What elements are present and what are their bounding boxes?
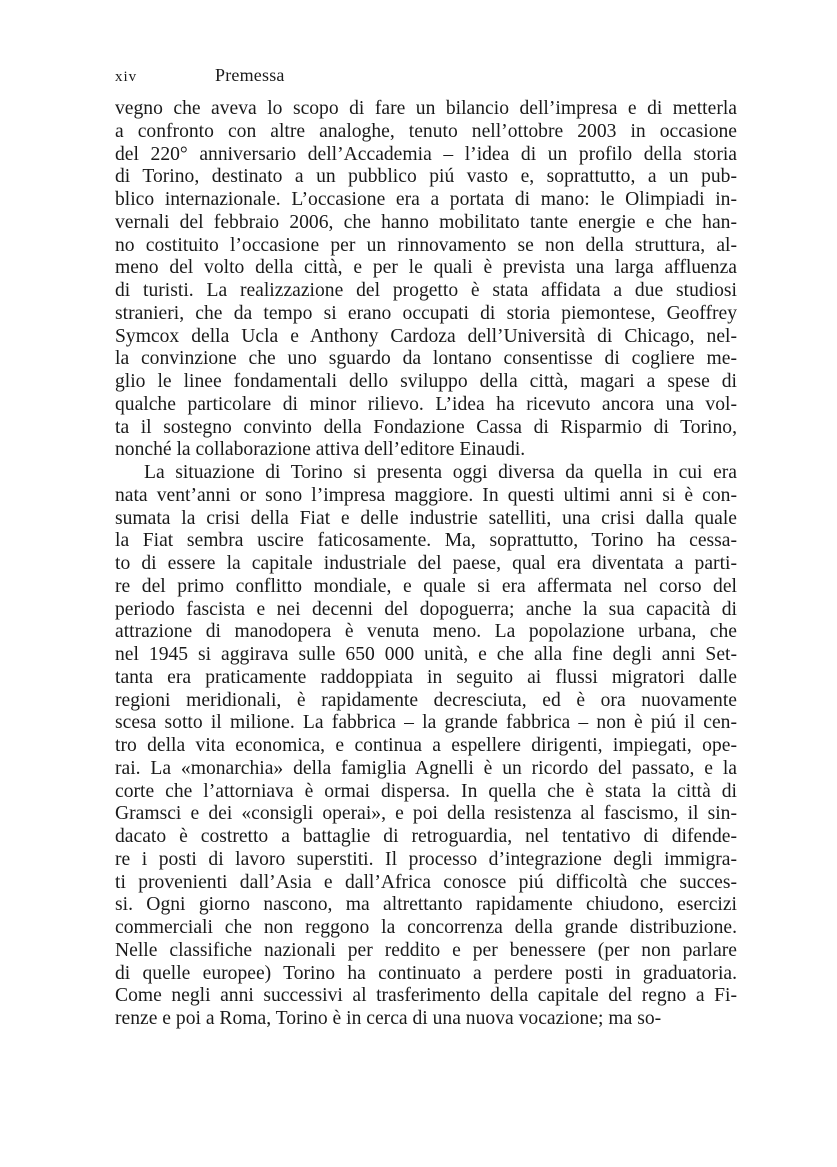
text-line: nata vent’anni or sono l’impresa maggiore. In questi ultimi anni si è con- — [115, 484, 737, 506]
text-line: dacato è costretto a battaglie di retroguardia, nel tentativo di difende- — [115, 826, 737, 847]
text-line: nonché la collaborazione attiva dell’editore Einaudi. — [115, 439, 526, 461]
text-line: tanta era praticamente raddoppiata in seguito ai flussi migratori dalle — [115, 666, 737, 688]
text-line: periodo fascista e nei decenni del dopoguerra; anche la sua capacità di — [115, 598, 737, 620]
body-text — [115, 98, 737, 1031]
text-line: regioni meridionali, è rapidamente decresciuta, ed è ora nuovamente — [115, 689, 737, 711]
text-line: di Torino, destinato a un pubblico piú vasto e, soprattutto, a un pub- — [115, 166, 737, 188]
running-head — [115, 64, 285, 88]
text-line: si. Ogni giorno nascono, ma altrettanto rapidamente chiudono, esercizi — [115, 894, 737, 916]
text-line: ti provenienti dall’Asia e dall’Africa conosce piú difficoltà che succes- — [115, 871, 737, 893]
text-line: meno del volto della città, e per le quali è prevista una larga affluenza — [115, 257, 737, 279]
text-line: Nelle classifiche nazionali per reddito e per benessere (per non parlare — [115, 939, 737, 961]
text-line: re del primo conflitto mondiale, e quale si era affermata nel corso del — [115, 575, 737, 597]
text-line: nel 1945 si aggirava sulle 650 000 unità, e che alla fine degli anni Set- — [115, 644, 737, 665]
text-line: la convinzione che uno sguardo da lontano consentisse di cogliere me- — [115, 348, 737, 370]
text-line: stranieri, che da tempo si erano occupati di storia piemontese, Geoffrey — [115, 302, 737, 324]
text-line: La situazione di Torino si presenta oggi diversa da quella in cui era — [144, 462, 737, 483]
page-number: xiv — [115, 69, 138, 85]
text-line: a confronto con altre analoghe, tenuto nell’ottobre 2003 in occasione — [115, 120, 737, 142]
text-line: ta il sostegno convinto della Fondazione Cassa di Risparmio di Torino, — [115, 416, 737, 438]
section-title: Premessa — [215, 65, 285, 85]
text-line: scesa sotto il milione. La fabbrica – la grande fabbrica – non è piú il cen- — [115, 712, 737, 734]
text-line: Gramsci e dei «consigli operai», e poi della resistenza al fascismo, il sin- — [115, 803, 737, 825]
text-line: no costituito l’occasione per un rinnovamento se non della struttura, al- — [115, 234, 737, 256]
text-line: vernali del febbraio 2006, che hanno mobilitato tante energie e che han- — [115, 211, 737, 233]
text-line: glio le linee fondamentali dello sviluppo della città, magari a spese di — [115, 371, 737, 392]
text-line: to di essere la capitale industriale del paese, qual era diventata a parti- — [115, 553, 737, 574]
text-line: tro della vita economica, e continua a espellere dirigenti, impiegati, ope- — [115, 735, 737, 756]
text-line: attrazione di manodopera è venuta meno. La popolazione urbana, che — [115, 621, 737, 643]
text-line: qualche particolare di minor rilievo. L’idea ha ricevuto ancora una vol- — [115, 393, 737, 415]
paragraph — [115, 462, 737, 1031]
text-line: di quelle europee) Torino ha continuato a perdere posti in graduatoria. — [115, 962, 737, 984]
text-line: la Fiat sembra uscire faticosamente. Ma, soprattutto, Torino ha cessa- — [115, 530, 737, 552]
text-line: Come negli anni successivi al trasferimento della capitale del regno a Fi- — [115, 985, 737, 1007]
text-line: del 220° anniversario dell’Accademia – l’idea di un profilo della storia — [115, 143, 737, 165]
text-line: rai. La «monarchia» della famiglia Agnelli è un ricordo del passato, e la — [115, 757, 737, 779]
text-line: re i posti di lavoro superstiti. Il processo d’integrazione degli immigra- — [115, 848, 737, 870]
text-line: corte che l’attorniava è ormai dispersa. In quella che è stata la città di — [115, 780, 737, 802]
text-line: Symcox della Ucla e Anthony Cardoza dell’Università di Chicago, nel- — [115, 325, 737, 347]
text-line: sumata la crisi della Fiat e delle industrie satelliti, una crisi dalla quale — [115, 507, 737, 529]
paragraph — [115, 98, 737, 462]
text-line: blico internazionale. L’occasione era a portata di mano: le Olimpiadi in- — [115, 189, 737, 210]
text-line: renze e poi a Roma, Torino è in cerca di una nuova vocazione; ma so- — [115, 1008, 662, 1029]
text-line: commerciali che non reggono la concorrenza della grande distribuzione. — [115, 917, 737, 938]
text-line: di turisti. La realizzazione del progetto è stata affidata a due studiosi — [115, 280, 737, 301]
text-line: vegno che aveva lo scopo di fare un bilancio dell’impresa e di metterla — [115, 98, 737, 119]
